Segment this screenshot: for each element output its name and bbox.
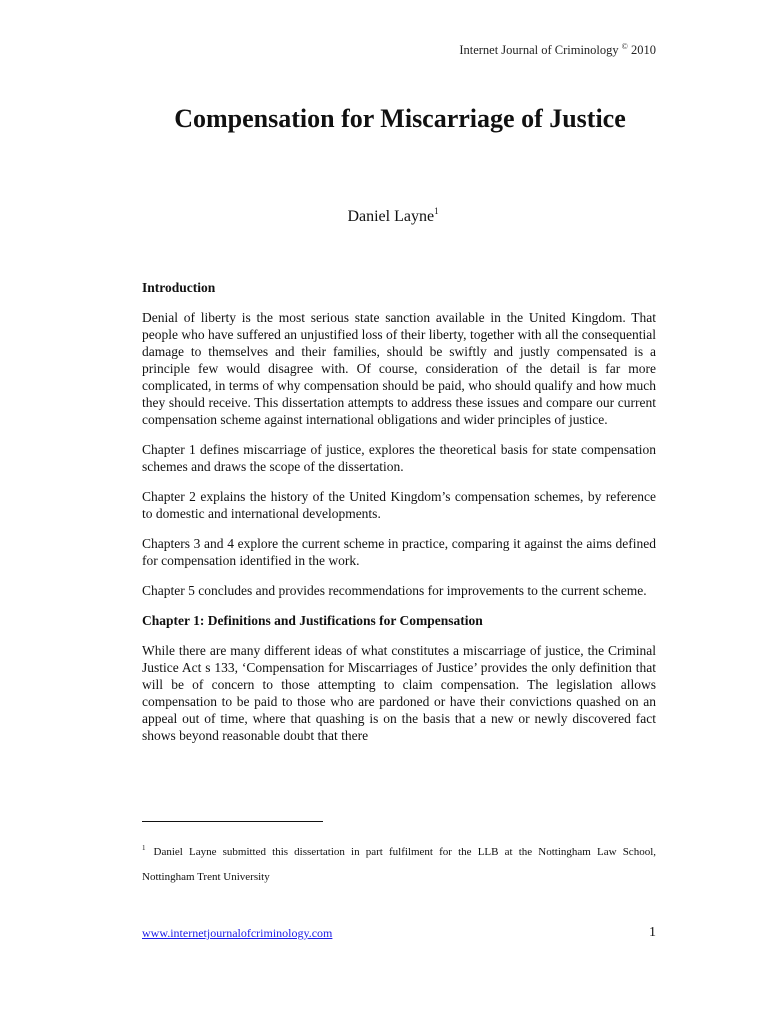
intro-paragraph: Chapter 1 defines miscarriage of justice, explores the theoretical basis for state compensation schemes and draws the scope of the dissertation.: [142, 442, 656, 474]
footnote-text: Daniel Layne submitted this dissertation in part fulfilment for the LLB at the Nottingham Law School, Nottingham Trent University: [142, 846, 656, 883]
journal-year: 2010: [631, 43, 656, 57]
paper-body: [142, 279, 656, 757]
copyright-symbol: ©: [621, 42, 628, 51]
author-footnote-marker: 1: [434, 206, 439, 216]
footnote-divider: [142, 821, 323, 822]
introduction-heading: Introduction: [142, 280, 216, 295]
page-number: 1: [649, 925, 656, 940]
chapter1-paragraph: While there are many different ideas of what constitutes a miscarriage of justice, the Criminal Justice Act s 133, ‘Compensation for Miscarriages of Justice’ provides the only definition that will be of concern to those attempting to claim compensation. The legislation allows compensation to be paid to those who are pardoned or have their convictions quashed on an appeal out of time, where that quashing is on the basis that a new or newly discovered fact shows beyond reasonable doubt that there: [142, 643, 656, 743]
author-name: Daniel Layne: [347, 208, 435, 225]
running-header: [459, 42, 656, 58]
intro-paragraph: Chapter 5 concludes and provides recommendations for improvements to the current scheme.: [142, 583, 647, 598]
journal-website-link[interactable]: www.internetjournalofcriminology.com: [142, 926, 333, 940]
chapter1-heading: Chapter 1: Definitions and Justifications for Compensation: [142, 613, 483, 628]
author-line: [0, 206, 768, 226]
paper-title: Compensation for Miscarriage of Justice: [174, 104, 626, 133]
journal-name: Internet Journal of Criminology: [459, 43, 619, 57]
intro-paragraph: Chapters 3 and 4 explore the current scheme in practice, comparing it against the aims defined for compensation identified in the work.: [142, 536, 656, 568]
intro-paragraph: Denial of liberty is the most serious state sanction available in the United Kingdom. That people who have suffered an unjustified loss of their liberty, together with all the consequential damage to themselves and their families, should be swiftly and justly compensated is a principle few would disagree with. Of course, consideration of the detail is far more complicated, in terms of why compensation should be paid, who should qualify and how much they should receive. This dissertation attempts to address these issues and compare our current compensation scheme against international obligations and wider principles of justice.: [142, 310, 656, 427]
intro-paragraph: Chapter 2 explains the history of the United Kingdom’s compensation schemes, by reference to domestic and international developments.: [142, 489, 656, 521]
footnote-marker: 1: [142, 844, 146, 852]
footnote: [142, 836, 656, 890]
